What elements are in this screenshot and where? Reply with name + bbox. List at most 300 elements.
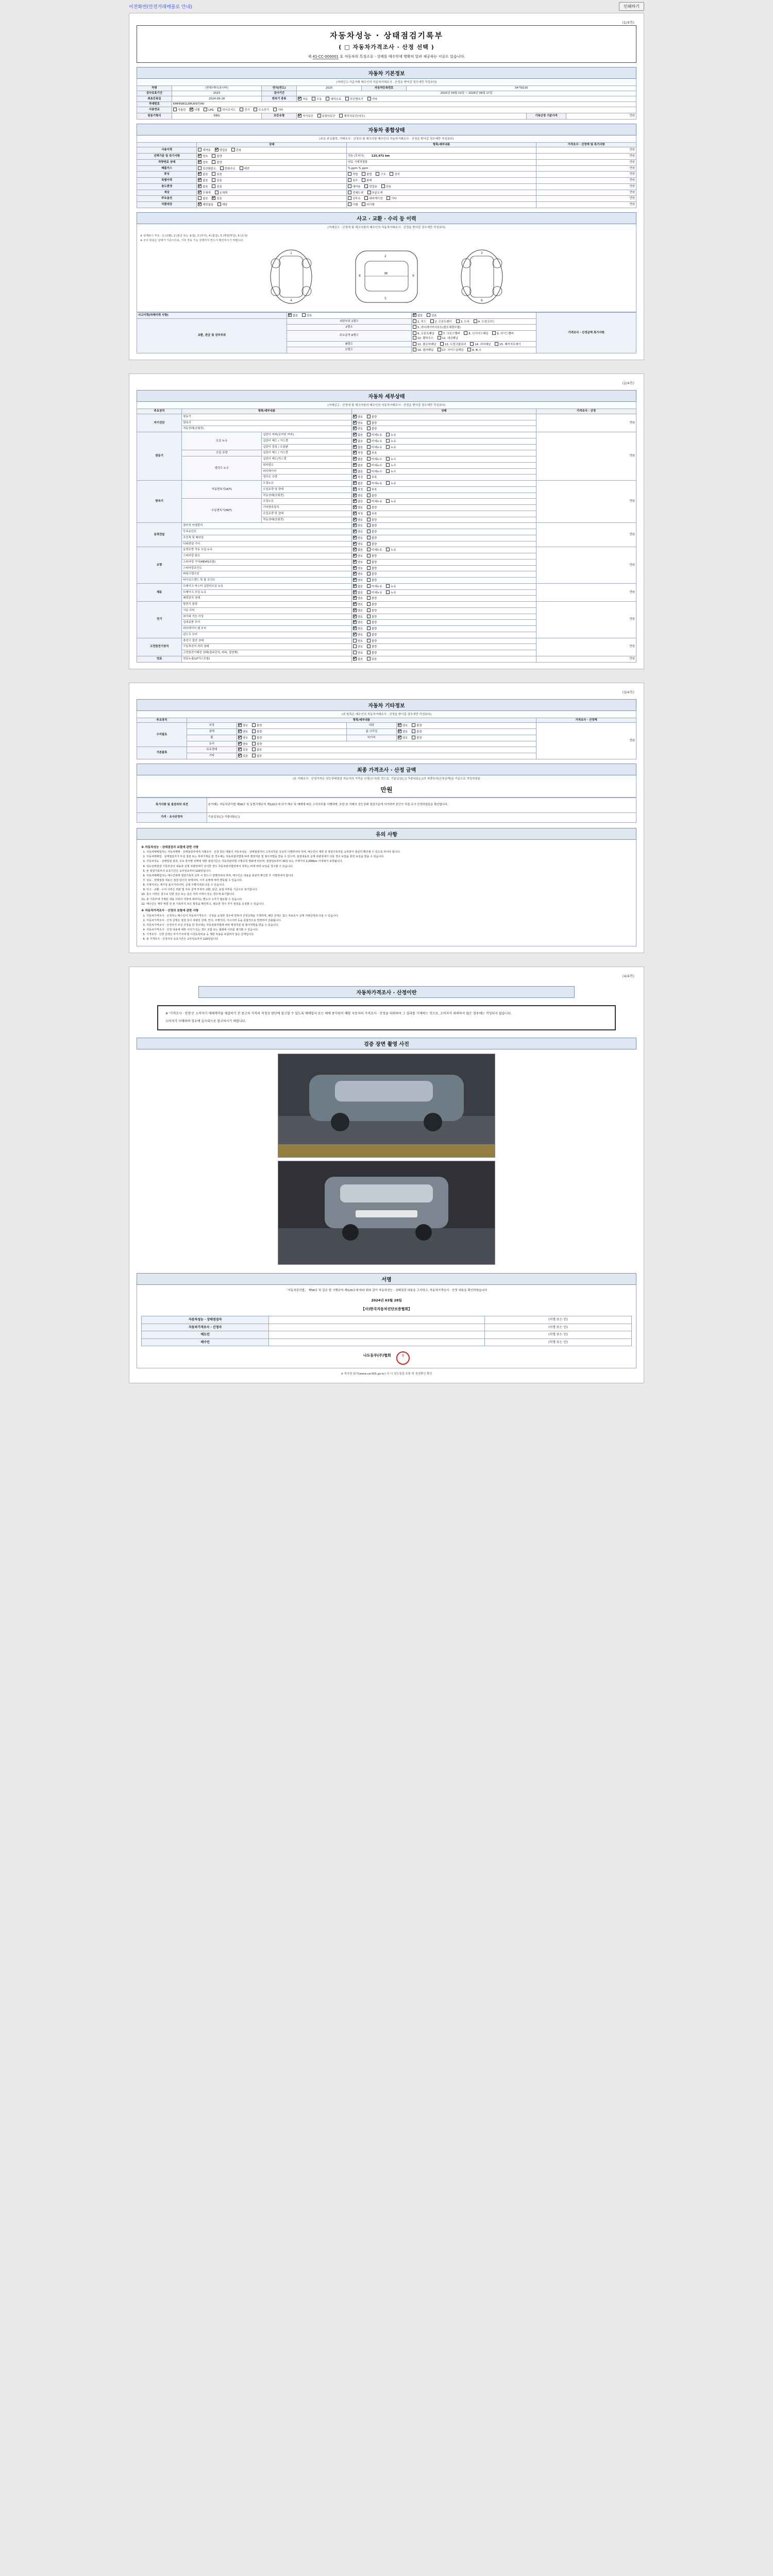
usage-option-1[interactable]: 영업용 [215,148,228,152]
signature-org: 【사)한국자동차진단보증협회】 [361,1307,412,1311]
state-option[interactable]: 누수 [386,463,396,468]
usage-option-0[interactable]: 대여용 [198,148,211,152]
state-option[interactable]: 양호 [353,645,363,649]
overall-row2-opts[interactable] [197,159,347,165]
usechange-1[interactable]: 있음 [212,184,222,189]
option-sunroof[interactable]: 선루프 [348,196,361,201]
state-option[interactable]: 있음 [238,754,248,758]
panel-item[interactable]: 12. 플로어패널 [413,342,436,347]
state-option[interactable]: 미세누유 [367,439,382,444]
special-history-0[interactable]: 없음 [198,178,208,183]
state-option[interactable]: 양호 [353,523,363,528]
state-option[interactable]: 양호 [238,742,248,747]
tuning-part-1[interactable]: 장치 [390,172,399,177]
state-option[interactable]: 양호 [353,542,363,547]
overall-row8-opts[interactable] [197,196,347,202]
detail-opts[interactable] [351,505,536,511]
state-option[interactable]: 미세누유 [367,445,382,450]
state-option[interactable]: 불량 [367,620,377,625]
state-option[interactable]: 없음 [353,499,363,504]
table-row [137,432,636,438]
state-option[interactable]: 미세누유 [367,481,382,486]
accident-right-none[interactable]: 없음 [413,313,423,318]
state-option[interactable]: 양호 [353,615,363,619]
overall-row1-opts[interactable] [197,154,347,160]
overall-row3-opts[interactable] [197,165,347,172]
option-etc[interactable]: 기타 [386,196,396,201]
state-option[interactable]: 불량 [367,415,377,419]
state-option[interactable]: 불량 [367,523,377,528]
state-option[interactable]: 없음 [353,469,363,474]
detail-opts[interactable] [351,559,536,565]
state-option[interactable]: 없음 [252,748,262,752]
detail-subitem: 실린더 커버(로커암 커버) [262,432,351,438]
detail-opts[interactable] [351,474,536,481]
notice-heading-2: ※ 자동차가격조사 · 산정의 보험에 관한 사항 [141,909,199,913]
state-option[interactable]: 양호 [353,633,363,637]
option-none[interactable]: 없음 [198,196,208,201]
state-option[interactable]: 양호 [238,723,248,728]
state-option[interactable]: 양호 [353,639,363,643]
other-cell-opts[interactable] [237,753,536,759]
state-option[interactable]: 양호 [353,530,363,534]
sign-row-name[interactable] [269,1324,484,1331]
state-option[interactable]: 불량 [412,723,422,728]
detail-opts[interactable] [351,583,536,589]
detail-state-table [137,409,636,663]
detail-opts[interactable] [351,493,536,499]
detail-opts[interactable] [351,444,536,450]
detail-opts[interactable] [351,420,536,426]
state-option[interactable]: 누유 [386,481,396,486]
overall-row2-detail: 연료 기계적결함 [346,159,536,165]
other-cell-pos: 외장 [187,723,237,729]
overall-row5-opts[interactable] [197,178,347,184]
detail-opts[interactable] [351,547,536,553]
state-option[interactable]: 불량 [412,730,422,734]
state-option[interactable]: 불량 [367,572,377,577]
detail-opts[interactable] [351,602,536,608]
state-option[interactable]: 양호 [353,578,363,583]
transmission-options[interactable] [297,96,636,102]
fuel-option-4[interactable]: 전기 [240,108,249,112]
basic-row0-label2: 연식(연도) [262,86,297,91]
car-side-left-icon [253,246,330,308]
other-cell-opts[interactable] [237,729,346,735]
state-option[interactable]: 불량 [367,427,377,431]
detail-opts[interactable] [351,614,536,620]
accident-none[interactable]: 없음 [288,313,298,318]
detail-opts[interactable] [351,607,536,614]
overall-row9-detail[interactable] [346,202,536,208]
overall-row8-detail[interactable] [346,196,536,202]
fuel-options[interactable] [172,107,636,113]
state-option[interactable]: 누수 [386,469,396,474]
overall-row5-detail[interactable] [346,178,536,184]
paint-partial[interactable]: 부분도색 [367,191,383,195]
state-option[interactable]: 양호 [353,421,363,426]
special-flood[interactable]: 침수 [348,178,358,183]
state-option[interactable]: 양호 [353,494,363,498]
fuel-option-5[interactable]: 수소전기 [254,108,269,112]
detail-opts[interactable] [351,481,536,487]
panel-item[interactable]: 10. 휠하우스 [413,336,433,341]
top-toolbar[interactable] [128,0,645,13]
state-option[interactable]: 없음 [353,439,363,444]
special-fire[interactable]: 화재 [362,178,372,183]
recall-yes[interactable]: 해당 [217,202,227,207]
overall-row6-opts[interactable] [197,183,347,190]
panel-item[interactable]: 11. 대쉬패널 [438,336,458,341]
sign-row-sign[interactable]: (서명 또는 인) [484,1331,631,1339]
state-option[interactable]: 불량 [367,566,377,571]
state-option[interactable]: 불량 [412,736,422,740]
state-option[interactable]: 미세누유 [367,433,382,437]
doc-no-text: 자동차의 특징소유ㆍ상태를 매수인에 명확히 알려 제공하는 서류도 있습니다. [344,55,465,59]
state-option[interactable]: 없음 [353,433,363,437]
detail-opts[interactable] [351,589,536,596]
state-option[interactable]: 양호 [353,505,363,510]
detail-opts[interactable] [351,499,536,505]
other-hdr-mid: 항목/세부내용 [187,718,536,723]
state-option[interactable]: 적정 [353,475,363,480]
color-0[interactable]: 무채색 [198,191,211,195]
state-option[interactable]: 양호 [238,730,248,734]
fuel-option-0[interactable]: 가솔린 [173,108,186,112]
overall-row9-right: 만원 [536,202,636,208]
state-option[interactable]: 불량 [367,421,377,426]
state-option[interactable]: 없음 [353,463,363,468]
other-cell-opts[interactable] [396,723,536,729]
usechange-rent[interactable]: 대여용 [348,184,361,189]
detail-opts[interactable] [351,511,536,517]
tuning-part-0[interactable]: 구조 [376,172,385,177]
state-option[interactable]: 양호 [398,730,408,734]
state-option[interactable]: 불량 [367,608,377,613]
detail-opts[interactable] [351,638,536,644]
overall-row7-opts[interactable] [197,190,347,196]
detail-opts[interactable] [351,517,536,523]
recall-notdone[interactable]: 미이행 [362,202,375,207]
warranty-option-1[interactable]: 보험사보증 [317,114,335,118]
other-cell-opts[interactable] [237,723,346,729]
detail-group-transmission: 변속기 [137,481,182,523]
panel-group-0: 외판부위 1랭크 [287,318,411,325]
recall-done[interactable]: 이행 [348,202,358,207]
usage-option-2[interactable]: 관용 [231,148,241,152]
tuning-option-0[interactable]: 없음 [198,172,208,177]
detail-opts[interactable] [351,553,536,560]
sign-row-sign[interactable]: (서명 또는 인) [484,1316,631,1324]
state-option[interactable]: 불량 [367,554,377,558]
state-option[interactable]: 양호 [353,566,363,571]
transmission-option-2[interactable]: 세미오토 [326,97,341,101]
state-option[interactable]: 불량 [252,730,262,734]
overall-row9-opts[interactable] [197,202,347,208]
state-option[interactable]: 양호 [353,427,363,431]
state-option[interactable]: 불량 [367,626,377,631]
recall-none[interactable]: 해당없음 [198,202,213,207]
detail-opts[interactable] [351,456,536,463]
panel-group-2: 주요골격 A랭크 [287,331,411,342]
other-cell-opts[interactable] [396,735,536,741]
photo-placeholder-icon [278,1161,495,1264]
basic-row0-label: 차명 [137,86,172,91]
state-option[interactable]: 불량 [367,596,377,601]
detail-item: 변속기 [182,420,351,426]
tuning-legal-1[interactable]: 불법 [362,172,372,177]
state-option[interactable]: 불량 [367,530,377,534]
usechange-0[interactable]: 없음 [198,184,208,189]
state-option[interactable]: 양호 [353,651,363,655]
state-option[interactable]: 누유 [386,439,396,444]
detail-opts[interactable] [351,656,536,662]
state-option[interactable]: 없음 [252,754,262,758]
state-option[interactable]: 양호 [353,415,363,419]
state-option[interactable]: 불량 [367,602,377,607]
state-option[interactable]: 불량 [367,536,377,540]
state-option[interactable]: 불량 [367,578,377,583]
basic-row0-value2: 2025 [297,86,362,91]
panel-item[interactable]: 7. 크로스멤버 [439,331,460,336]
detail-opts[interactable] [351,620,536,626]
state-option[interactable]: 미세누수 [367,463,382,468]
overall-row7-detail[interactable] [346,190,536,196]
state-option[interactable]: 누유 [386,433,396,437]
panel-item[interactable]: 17. 사이드실패널 [438,348,464,352]
state-option[interactable]: 양호 [353,572,363,577]
detail-opts[interactable] [351,450,536,456]
state-option[interactable]: 불량 [367,542,377,547]
state-option[interactable]: 불량 [252,723,262,728]
accident-history-opts[interactable] [287,312,411,318]
state-option[interactable]: 불량 [367,560,377,565]
other-cell-pos: 룸 크리닝 [346,729,396,735]
state-option[interactable]: 미세누유 [367,584,382,589]
state-option[interactable]: 누수 [386,457,396,462]
sign-row-name[interactable] [269,1331,484,1339]
detail-opts[interactable] [351,462,536,468]
fuel-option-1[interactable]: 디젤 [190,108,199,112]
warranty-label: 보증유형 [262,113,297,119]
state-option[interactable]: 없음 [353,445,363,450]
overall-row0-opts[interactable] [197,147,347,154]
panel-item[interactable]: 13. 트렁크플로어 [440,342,466,347]
paint-full[interactable]: 전체도색 [348,191,363,195]
state-option[interactable]: 양호 [398,723,408,728]
section-title-accident: 사고 · 교환 · 수리 등 이력 [137,212,636,224]
sign-row-label: 매수인 [142,1338,269,1346]
panel-item[interactable]: 6. 프론트패널 [413,331,434,336]
option-navi[interactable]: 내비게이션 [364,196,382,201]
detail-opts[interactable] [351,426,536,432]
detail-opts[interactable] [351,468,536,474]
state-option[interactable]: 있음 [367,657,377,662]
detail-opts[interactable] [351,632,536,638]
detail-opts[interactable] [351,541,536,547]
state-option[interactable]: 부족 [367,451,377,455]
state-option[interactable]: 미세누유 [367,548,382,552]
section-title-other: 자동차 기타정보 [137,699,636,711]
state-option[interactable]: 양호 [353,626,363,631]
detail-opts[interactable] [351,626,536,632]
tuning-legal-0[interactable]: 적법 [348,172,358,177]
usechange-biz[interactable]: 영업용 [364,184,377,189]
transmission-option-0[interactable]: 자동 [298,97,308,101]
state-option[interactable]: 없음 [353,481,363,486]
table-row [137,159,636,165]
detail-opts[interactable] [351,644,536,650]
detail-opts[interactable] [351,565,536,571]
state-option[interactable]: 없음 [353,584,363,589]
panel-item[interactable]: 15. 패키지트레이 [495,342,521,347]
state-option[interactable]: 불량 [367,518,377,522]
back-link[interactable]: 이전화면(안전거래매물로 안내) [129,5,192,10]
panel-item[interactable]: 14. 리어패널 [470,342,491,347]
color-1[interactable]: 유채색 [215,191,228,195]
state-option[interactable]: 없음 [353,657,363,662]
panel-item[interactable]: 9. 사이드멤버 [492,331,514,336]
detail-opts[interactable] [351,571,536,578]
table-row [137,602,636,608]
emission-option-1[interactable]: 탄화수소 [220,166,236,171]
state-option[interactable]: 없음 [353,590,363,595]
state-option[interactable]: 양호 [353,596,363,601]
state-option[interactable]: 누유 [386,445,396,450]
sheet-page-1 [129,13,644,360]
overall-row4-detail[interactable] [346,172,536,178]
state-option[interactable]: 불량 [367,639,377,643]
panel-item[interactable]: 5. 라디에이터서포트(볼트체결부품) [413,325,461,330]
detail-opts[interactable] [351,535,536,541]
sign-row-sign[interactable]: (서명 또는 인) [484,1338,631,1346]
state-option[interactable]: 불량 [367,615,377,619]
usechange-gov[interactable]: 관용 [381,184,391,189]
state-option[interactable]: 양호 [353,518,363,522]
document-footer-note: ※ 차사장 회사(www.car365.go.kr) 의 시 성능점검 포함 및 점검확인 확인 [341,1372,432,1376]
other-cell-opts[interactable] [396,729,536,735]
panel-item[interactable]: 1. 후드 [413,319,426,324]
emission-option-2[interactable]: 매연 [240,166,249,171]
detail-opts[interactable] [351,596,536,602]
state-option[interactable]: 불량 [367,645,377,649]
sign-row-sign[interactable]: (서명 또는 인) [484,1324,631,1331]
state-option[interactable]: 미세누유 [367,499,382,504]
tuning-option-1[interactable]: 있음 [212,172,222,177]
detail-opts[interactable] [351,578,536,584]
state-option[interactable]: 부족 [367,475,377,480]
state-option[interactable]: 있음 [238,748,248,752]
detail-opts[interactable] [351,529,536,535]
detail-opts[interactable] [351,486,536,493]
warranty-options[interactable] [297,113,527,119]
detail-opts[interactable] [351,414,536,420]
state-option[interactable]: 양호 [353,602,363,607]
panel-item[interactable]: 2. 프론트펜더 [430,319,452,324]
mileage-state-option-1[interactable]: 불량 [212,154,222,159]
overall-row4-opts[interactable] [197,172,347,178]
state-option[interactable]: 양호 [353,620,363,625]
panel-item[interactable]: A, B, C [467,348,481,352]
fuel-option-6[interactable]: 기타 [273,108,283,112]
other-cell-opts[interactable] [237,735,346,741]
state-option[interactable]: 불량 [367,494,377,498]
state-option[interactable]: 누유 [386,590,396,595]
state-option[interactable]: 적정 [353,512,363,516]
state-option[interactable]: 미세누유 [367,590,382,595]
state-option[interactable]: 불량 [367,633,377,637]
state-option[interactable]: 양호 [353,608,363,613]
other-basic-label: 기본품목 [137,747,187,759]
fuel-option-2[interactable]: LPG [204,108,213,112]
state-option[interactable]: 적정 [353,451,363,455]
state-option[interactable]: 미세누수 [367,469,382,474]
detail-opts[interactable] [351,523,536,529]
transmission-option-3[interactable]: 무단변속기 [345,97,363,101]
overall-row6-detail[interactable] [346,183,536,190]
state-option[interactable]: 양호 [398,736,408,740]
state-option[interactable]: 불량 [252,736,262,740]
sign-row-name[interactable] [269,1338,484,1346]
state-option[interactable]: 부족 [367,487,377,492]
panel-item[interactable]: 16. 필러패널 [413,348,433,352]
transmission-option-1[interactable]: 수동 [312,97,322,101]
state-option[interactable]: 양호 [353,536,363,540]
state-option[interactable]: 불량 [367,505,377,510]
accident-history-opts2[interactable] [411,312,536,318]
state-option[interactable]: 적정 [353,487,363,492]
transmission-option-4[interactable]: 기타 [367,97,377,101]
fuel-option-3[interactable]: 하이브리드 [217,108,236,112]
state-option[interactable]: 부족 [367,512,377,516]
accident-yes[interactable]: 있음 [302,313,312,318]
warranty-option-2[interactable]: 제작사보증(의무) [339,114,365,118]
state-option[interactable]: 누유 [386,499,396,504]
panel-item[interactable]: 3. 도어 [456,319,469,324]
detail-opts[interactable] [351,438,536,444]
option-yes[interactable]: 있음 [212,196,222,201]
state-option[interactable]: 없음 [353,548,363,552]
detail-opts[interactable] [351,650,536,656]
detail-right: 만원 [536,638,636,656]
state-option[interactable]: 미세누수 [367,457,382,462]
fuel-state-option-1[interactable]: 불량 [212,160,222,165]
base-price-value: 만원 [566,113,636,119]
detail-subitem: 실린더 헤드 / 가스켓 [262,438,351,444]
state-option[interactable]: 양호 [353,560,363,565]
fuel-state-option-0[interactable]: 양호 [198,160,208,165]
emission-option-0[interactable]: 일산화탄소 [198,166,216,171]
warranty-option-0[interactable]: 자가보증 [298,114,313,118]
state-option[interactable]: 없음 [353,457,363,462]
other-cell-opts[interactable] [237,741,536,747]
state-option[interactable]: 누유 [386,548,396,552]
mileage-state-option-0[interactable]: 양호 [198,154,208,159]
print-button[interactable]: 인쇄하기 [619,2,644,11]
sign-row-name[interactable] [269,1316,484,1324]
detail-opts[interactable] [351,432,536,438]
panel-item[interactable]: 8. 인사이드패널 [464,331,488,336]
panel-item[interactable]: 4. 트렁크리드 [474,319,495,324]
state-option[interactable]: 불량 [252,742,262,747]
state-option[interactable]: 양호 [353,554,363,558]
state-option[interactable]: 불량 [367,651,377,655]
state-option[interactable]: 양호 [238,736,248,740]
other-cell-opts[interactable] [237,747,536,753]
special-history-1[interactable]: 있음 [212,178,222,183]
state-option[interactable]: 누유 [386,584,396,589]
accident-right-yes[interactable]: 있음 [427,313,436,318]
